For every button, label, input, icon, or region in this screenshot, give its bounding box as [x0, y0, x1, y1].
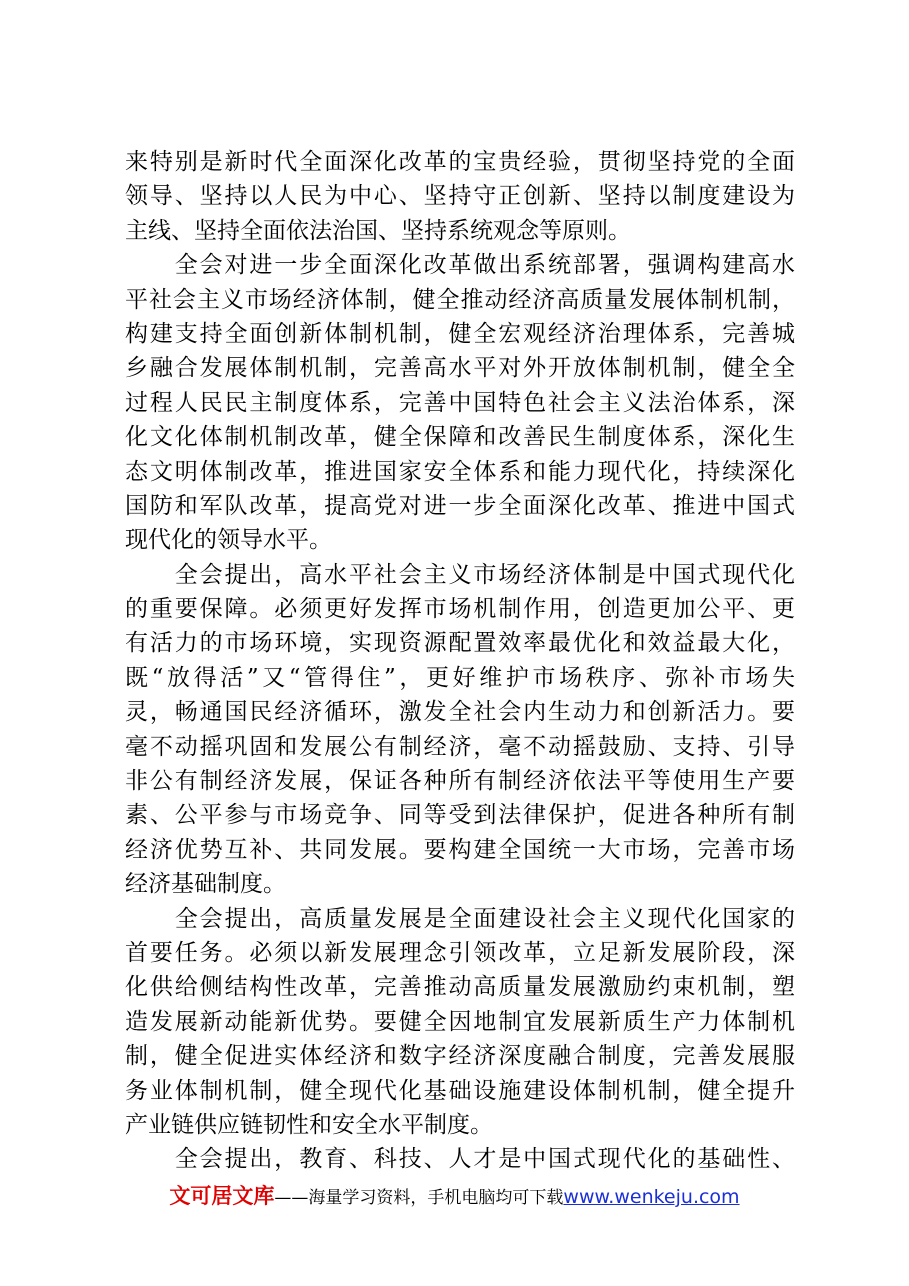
text-line: 全会对进一步全面深化改革做出系统部署，强调构建高水 — [125, 252, 795, 279]
text-line: 灵，畅通国民经济循环，激发全社会内生动力和创新活力。要 — [125, 699, 795, 726]
text-line: 经济优势互补、共同发展。要构建全国统一大市场，完善市场 — [125, 836, 795, 863]
text-line: 经济基础制度。 — [125, 871, 286, 898]
footer-website-link[interactable]: www.wenkeju.com — [563, 1186, 740, 1208]
text-line: 造发展新动能新优势。要健全因地制宜发展新质生产力体制机 — [125, 1008, 795, 1035]
footer-brand: 文可居文库 — [169, 1184, 275, 1208]
text-line: 全会提出，高水平社会主义市场经济体制是中国式现代化 — [125, 561, 795, 588]
text-line: 的重要保障。必须更好发挥市场机制作用，创造更加公平、更 — [125, 596, 795, 623]
text-line: 国防和军队改革，提高党对进一步全面深化改革、推进中国式 — [125, 492, 795, 519]
text-line: 化供给侧结构性改革，完善推动高质量发展激励约束机制，塑 — [125, 974, 795, 1001]
text-line: 务业体制机制，健全现代化基础设施建设体制机制，健全提升 — [125, 1077, 795, 1104]
text-line: 过程人民民主制度体系，完善中国特色社会主义法治体系，深 — [125, 389, 795, 416]
text-line: 素、公平参与市场竞争、同等受到法律保护，促进各种所有制 — [125, 802, 795, 829]
text-line: 既“放得活”又“管得住”，更好维护市场秩序、弥补市场失 — [125, 664, 795, 691]
text-line: 态文明体制改革，推进国家安全体系和能力现代化，持续深化 — [125, 458, 795, 485]
text-line: 毫不动摇巩固和发展公有制经济，毫不动摇鼓励、支持、引导 — [125, 733, 795, 760]
text-line: 全会提出，高质量发展是全面建设社会主义现代化国家的 — [125, 905, 795, 932]
text-line: 产业链供应链韧性和安全水平制度。 — [125, 1111, 493, 1138]
text-line: 主线、坚持全面依法治国、坚持系统观念等原则。 — [125, 217, 631, 244]
document-body — [125, 145, 795, 1177]
text-line: 全会提出，教育、科技、人才是中国式现代化的基础性、 — [125, 1146, 795, 1173]
text-line: 领导、坚持以人民为中心、坚持守正创新、坚持以制度建设为 — [125, 183, 795, 210]
footer-tagline: ——海量学习资料，手机电脑均可下载 — [274, 1188, 564, 1208]
text-line: 有活力的市场环境，实现资源配置效率最优化和效益最大化， — [125, 630, 795, 657]
page-footer — [0, 1180, 909, 1210]
text-line: 来特别是新时代全面深化改革的宝贵经验，贯彻坚持党的全面 — [125, 149, 795, 175]
text-line: 构建支持全面创新体制机制，健全宏观经济治理体系，完善城 — [125, 320, 795, 347]
text-line: 制，健全促进实体经济和数字经济深度融合制度，完善发展服 — [125, 1043, 795, 1070]
text-line: 现代化的领导水平。 — [125, 527, 332, 554]
text-line: 平社会主义市场经济体制，健全推动经济高质量发展体制机制， — [125, 286, 795, 313]
text-line: 乡融合发展体制机制，完善高水平对外开放体制机制，健全全 — [125, 355, 795, 382]
text-line: 非公有制经济发展，保证各种所有制经济依法平等使用生产要 — [125, 768, 795, 795]
text-line: 化文化体制机制改革，健全保障和改善民生制度体系，深化生 — [125, 424, 795, 451]
text-line: 首要任务。必须以新发展理念引领改革，立足新发展阶段，深 — [125, 939, 795, 966]
